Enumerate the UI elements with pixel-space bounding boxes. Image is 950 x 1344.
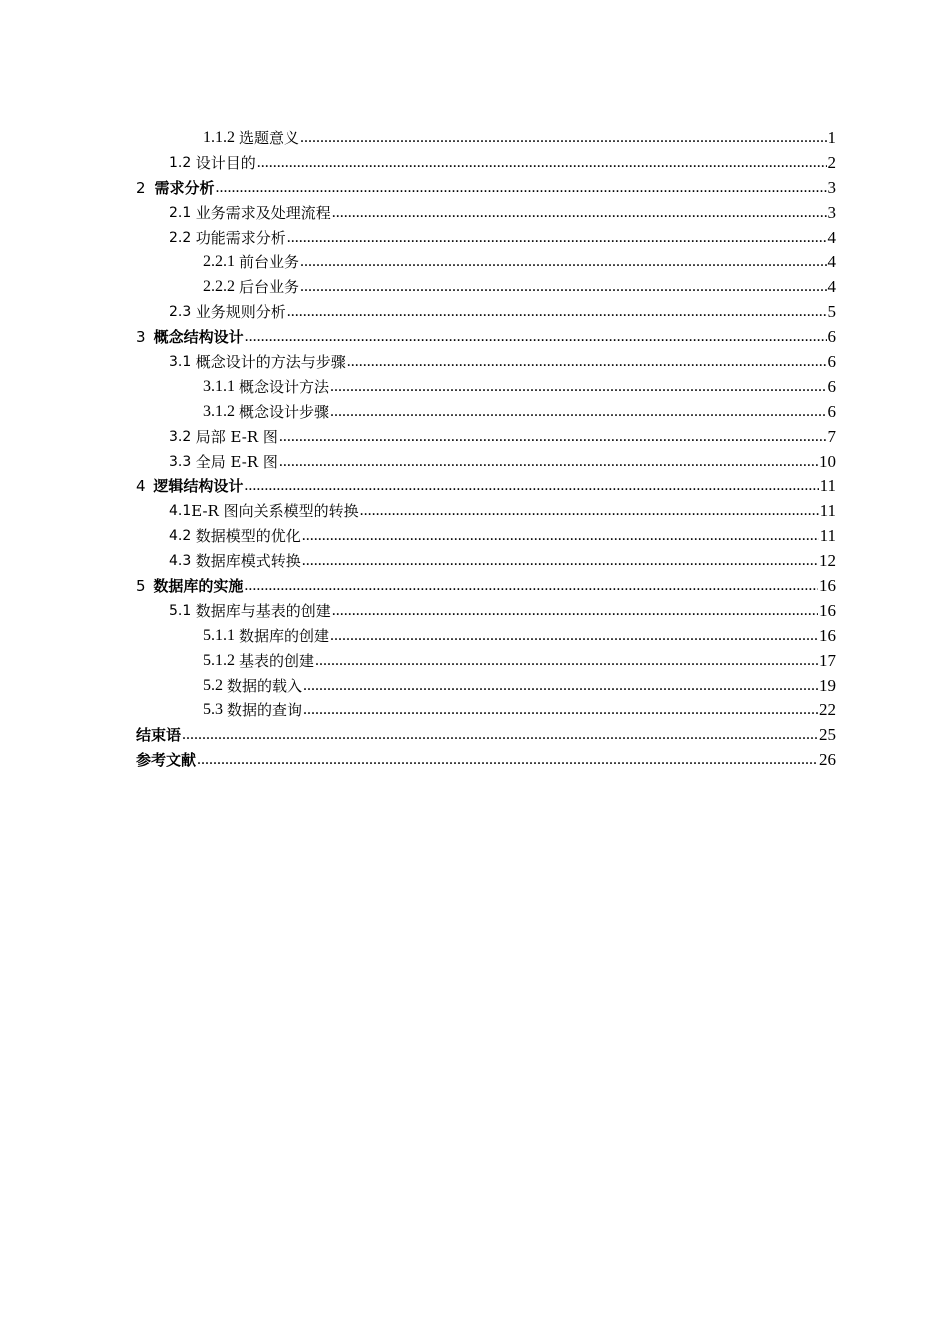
- toc-entry-page: 4: [827, 252, 836, 272]
- toc-entry-page: 25: [819, 725, 836, 745]
- toc-entry-title: 前台业务: [239, 253, 300, 272]
- toc-entry-page: 11: [819, 526, 836, 546]
- toc-dot-leader: [244, 474, 818, 499]
- toc-entry[interactable]: [0, 674, 950, 699]
- toc-entry-number: 4.1: [169, 503, 192, 520]
- toc-entry-page: 11: [819, 476, 836, 496]
- toc-dot-leader: [302, 549, 818, 574]
- toc-entry-number: 2: [136, 178, 146, 197]
- toc-dot-leader: [330, 375, 826, 400]
- toc-entry[interactable]: [0, 300, 950, 325]
- table-of-contents: [0, 126, 950, 773]
- toc-entry-page: 19: [819, 675, 836, 695]
- toc-entry-number: 4.2: [169, 528, 196, 545]
- toc-dot-leader: [245, 325, 827, 350]
- toc-entry-page: 22: [819, 700, 836, 720]
- toc-entry-title: 数据模型的优化: [195, 527, 301, 546]
- toc-entry-title: 概念设计步骤: [239, 402, 330, 421]
- toc-entry-number: 2.1: [169, 204, 196, 221]
- toc-entry[interactable]: [0, 275, 950, 300]
- toc-dot-leader: [287, 226, 827, 251]
- toc-dot-leader: [244, 574, 818, 599]
- toc-entry-page: 1: [827, 127, 836, 147]
- toc-entry-title: 设计目的: [195, 153, 256, 172]
- toc-entry-page: 7: [827, 426, 836, 446]
- toc-entry-page: 16: [819, 625, 836, 645]
- toc-entry-number: 3.3: [169, 453, 196, 470]
- toc-entry-page: 16: [819, 576, 836, 596]
- toc-entry-page: 4: [827, 277, 836, 297]
- toc-entry-title: 概念设计方法: [239, 377, 330, 396]
- toc-entry[interactable]: [0, 549, 950, 574]
- toc-entry-page: 26: [819, 750, 836, 770]
- toc-entry-page: 6: [827, 376, 836, 396]
- toc-entry-number: 2.3: [169, 304, 196, 321]
- toc-entry-title: 概念设计的方法与步骤: [195, 353, 346, 371]
- toc-entry-title: 数据库的实施: [153, 577, 244, 596]
- toc-entry[interactable]: [0, 400, 950, 425]
- toc-entry-number: 1.1.2: [203, 128, 239, 146]
- toc-entry[interactable]: [0, 176, 950, 201]
- toc-entry-title: 业务规则分析: [195, 303, 286, 322]
- toc-entry[interactable]: [0, 151, 950, 176]
- toc-dot-leader: [303, 698, 818, 723]
- toc-entry-title: 全局 E-R 图: [195, 452, 278, 471]
- toc-entry-number: 5.1.2: [203, 651, 239, 669]
- toc-dot-leader: [300, 275, 826, 300]
- toc-entry-number: 4.3: [169, 553, 196, 570]
- toc-dot-leader: [182, 723, 818, 748]
- toc-entry-page: 12: [819, 551, 836, 571]
- toc-entry-number: 3.1: [169, 354, 196, 370]
- toc-dot-leader: [287, 300, 827, 325]
- toc-entry[interactable]: [0, 350, 950, 375]
- toc-entry[interactable]: [0, 649, 950, 674]
- toc-entry-page: 5: [827, 302, 836, 322]
- toc-dot-leader: [302, 524, 819, 549]
- toc-entry[interactable]: [0, 226, 950, 251]
- toc-entry-number: 3.1.2: [203, 402, 239, 420]
- toc-entry-title: 数据库模式转换: [195, 552, 301, 571]
- toc-entry[interactable]: [0, 375, 950, 400]
- toc-entry[interactable]: [0, 748, 950, 773]
- toc-dot-leader: [279, 450, 818, 475]
- toc-entry-page: 16: [819, 600, 836, 620]
- toc-entry[interactable]: [0, 499, 950, 524]
- toc-entry-title: 业务需求及处理流程: [195, 203, 331, 222]
- toc-entry-page: 6: [827, 327, 836, 347]
- toc-entry-number: 2.2.1: [203, 253, 239, 271]
- toc-dot-leader: [215, 176, 826, 201]
- toc-entry-page: 10: [819, 451, 836, 471]
- toc-entry-title: E-R 图向关系模型的转换: [191, 502, 359, 521]
- toc-entry[interactable]: [0, 425, 950, 450]
- toc-entry[interactable]: [0, 524, 950, 549]
- toc-entry-title: 数据的查询: [227, 701, 303, 720]
- toc-entry-number: 3.2: [169, 428, 196, 445]
- toc-entry-title: 局部 E-R 图: [195, 427, 278, 446]
- toc-entry-number: 5: [136, 577, 146, 596]
- toc-entry-title: 后台业务: [239, 278, 300, 297]
- toc-entry-title: 数据库与基表的创建: [195, 601, 331, 620]
- toc-entry-number: 5.2: [203, 676, 227, 694]
- toc-entry[interactable]: [0, 574, 950, 599]
- toc-entry-number: 5.1: [169, 602, 196, 619]
- toc-entry-page: 2: [827, 152, 836, 172]
- toc-entry-page: 3: [827, 202, 836, 222]
- toc-entry-title: 逻辑结构设计: [153, 477, 244, 496]
- toc-entry[interactable]: [0, 698, 950, 723]
- toc-entry-title: 功能需求分析: [195, 228, 286, 247]
- toc-entry-page: 4: [827, 227, 836, 247]
- toc-dot-leader: [330, 400, 826, 425]
- toc-entry-title: 概念结构设计: [153, 328, 244, 347]
- toc-entry[interactable]: [0, 126, 950, 151]
- toc-entry-page: 17: [819, 650, 836, 670]
- toc-entry[interactable]: [0, 624, 950, 649]
- toc-dot-leader: [300, 250, 826, 275]
- toc-dot-leader: [303, 674, 818, 699]
- toc-entry-number: 3.1.1: [203, 377, 239, 395]
- toc-entry-page: 3: [827, 177, 836, 197]
- toc-entry-number: 5.3: [203, 701, 227, 719]
- toc-dot-leader: [197, 748, 818, 773]
- toc-entry-page: 11: [819, 501, 836, 521]
- toc-entry-title: 需求分析: [154, 178, 215, 197]
- toc-dot-leader: [330, 624, 818, 649]
- toc-entry-title: 数据库的创建: [239, 626, 330, 645]
- toc-entry-title: 数据的载入: [227, 676, 303, 695]
- toc-dot-leader: [279, 425, 827, 450]
- toc-entry-page: 6: [827, 401, 836, 421]
- toc-entry-number: 1.2: [169, 154, 196, 171]
- toc-entry[interactable]: [0, 450, 950, 475]
- toc-entry[interactable]: [0, 723, 950, 748]
- toc-entry-title: 参考文献: [136, 751, 197, 770]
- toc-entry-number: 2.2: [169, 229, 196, 246]
- toc-dot-leader: [347, 350, 827, 375]
- toc-entry[interactable]: [0, 599, 950, 624]
- toc-dot-leader: [332, 599, 818, 624]
- toc-dot-leader: [300, 126, 826, 151]
- toc-entry-number: 4: [136, 477, 146, 496]
- toc-entry-title: 结束语: [136, 726, 182, 745]
- toc-dot-leader: [360, 499, 819, 524]
- toc-dot-leader: [315, 649, 818, 674]
- toc-entry[interactable]: [0, 474, 950, 499]
- toc-entry[interactable]: [0, 325, 950, 350]
- toc-entry-title: 基表的创建: [239, 651, 315, 670]
- toc-dot-leader: [332, 201, 827, 226]
- toc-entry-title: 选题意义: [239, 128, 300, 147]
- toc-entry[interactable]: [0, 201, 950, 226]
- toc-dot-leader: [257, 151, 827, 176]
- toc-entry-number: 5.1.1: [203, 626, 239, 644]
- toc-entry[interactable]: [0, 250, 950, 275]
- toc-entry-page: 6: [827, 352, 836, 371]
- toc-entry-number: 3: [136, 328, 146, 347]
- toc-entry-number: 2.2.2: [203, 278, 239, 296]
